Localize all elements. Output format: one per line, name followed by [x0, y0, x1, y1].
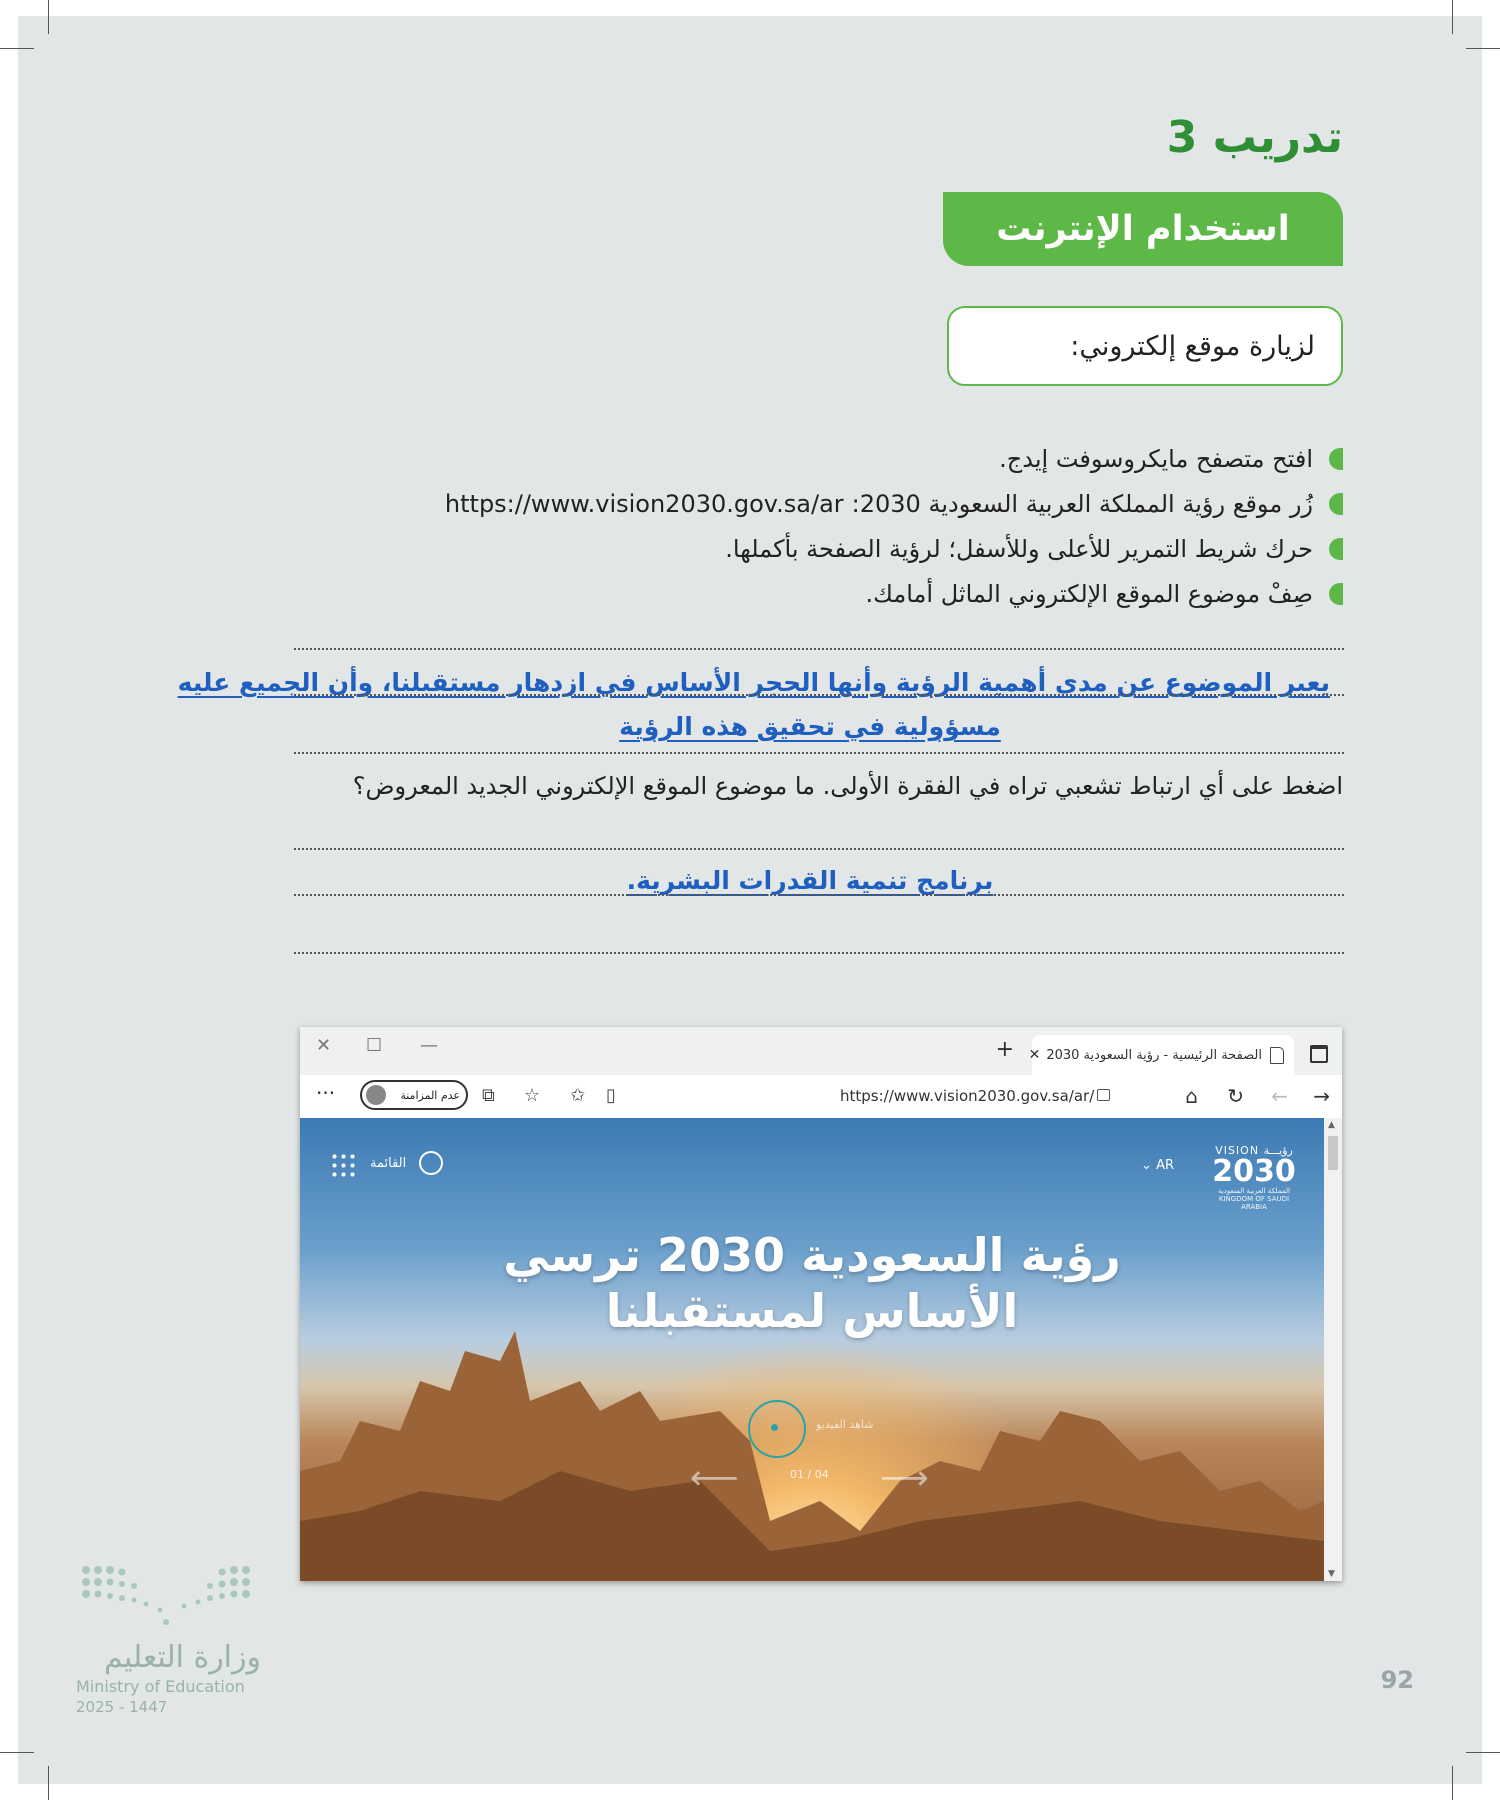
- crop-mark: [48, 1766, 49, 1800]
- minimize-window-icon[interactable]: —: [420, 1035, 438, 1056]
- browser-window: [300, 1027, 1342, 1581]
- tab-vision2030[interactable]: [1028, 1035, 1294, 1075]
- play-icon: [771, 1424, 778, 1431]
- forward-icon[interactable]: →: [1313, 1084, 1330, 1108]
- more-icon[interactable]: ···: [316, 1081, 336, 1105]
- question-2: اضغط على أي ارتباط تشعبي تراه في الفقرة الأولى. ما موضوع الموقع الإلكتروني الجديد المعروض؟: [352, 772, 1343, 800]
- prev-slide-icon[interactable]: ⟵: [690, 1458, 739, 1498]
- lock-icon[interactable]: [1097, 1089, 1110, 1101]
- ministry-logo: [76, 1560, 266, 1716]
- section-banner: استخدام الإنترنت: [943, 192, 1343, 266]
- step-text: حرك شريط التمرير للأعلى وللأسفل؛ لرؤية الصفحة بأكملها.: [725, 534, 1313, 563]
- address-bar: [300, 1075, 1342, 1119]
- answer-line: [294, 952, 1344, 954]
- scroll-up-icon[interactable]: ▲: [1328, 1120, 1335, 1130]
- menu-label[interactable]: القائمة: [370, 1156, 407, 1171]
- crop-mark: [0, 48, 34, 49]
- answer-text-3: برنامج تنمية القدرات البشرية.: [626, 866, 994, 895]
- page-icon: [1270, 1047, 1284, 1064]
- scrollbar[interactable]: [1324, 1118, 1342, 1581]
- profile-button[interactable]: [360, 1080, 468, 1110]
- answer-line: [294, 752, 1344, 754]
- steps-list: [243, 436, 1343, 616]
- crop-mark: [1466, 1752, 1500, 1753]
- answer-line: [294, 648, 1344, 650]
- crop-mark: [1452, 1766, 1453, 1800]
- reader-view-icon[interactable]: ▯: [606, 1085, 616, 1106]
- step-item: [243, 481, 1343, 526]
- add-favorite-icon[interactable]: ✩: [570, 1085, 586, 1106]
- ruins-illustration: [300, 1321, 1324, 1581]
- page-number: 92: [1380, 1666, 1414, 1694]
- vision2030-logo[interactable]: [1212, 1144, 1296, 1211]
- new-tab-button[interactable]: +: [995, 1037, 1014, 1062]
- ministry-name-en: Ministry of Education: [76, 1677, 245, 1696]
- tab-close-icon[interactable]: ✕: [1028, 1047, 1041, 1063]
- answer-line: [294, 694, 1344, 696]
- website-hero: [300, 1118, 1324, 1581]
- next-slide-icon[interactable]: ⟶: [880, 1458, 929, 1498]
- step-text: افتح متصفح مايكروسوفت إيدج.: [999, 444, 1313, 473]
- url-field[interactable]: https://www.vision2030.gov.sa/ar/: [840, 1087, 1095, 1105]
- instruction-box: [947, 306, 1343, 386]
- hero-heading-line-2: الأساس لمستقبلنا: [605, 1284, 1019, 1338]
- collections-icon[interactable]: ⧉: [482, 1085, 495, 1106]
- tab-title: الصفحة الرئيسية - رؤية السعودية 2030: [1046, 1047, 1262, 1063]
- search-icon[interactable]: [419, 1151, 443, 1175]
- chevron-down-icon: ⌄: [1141, 1158, 1152, 1173]
- instruction-heading: لزيارة موقع إلكتروني:: [1070, 330, 1315, 362]
- ministry-name-ar: وزارة التعليم: [103, 1640, 261, 1675]
- bullet-icon: [1329, 448, 1343, 470]
- crop-mark: [0, 1752, 34, 1753]
- favorites-icon[interactable]: ☆: [524, 1085, 541, 1106]
- tab-bar: [300, 1027, 1342, 1075]
- avatar: [366, 1085, 386, 1105]
- home-icon[interactable]: ⌂: [1185, 1084, 1198, 1108]
- bullet-icon: [1329, 538, 1343, 560]
- crop-mark: [1466, 48, 1500, 49]
- hero-heading-line-1: رؤية السعودية 2030 ترسي: [503, 1228, 1121, 1282]
- logo-year: 2030: [1212, 1154, 1296, 1189]
- refresh-icon[interactable]: ↻: [1227, 1084, 1244, 1108]
- step-url: https://www.vision2030.gov.sa/ar: [444, 489, 844, 518]
- answer-text-2: مسؤولية في تحقيق هذه الرؤية: [619, 712, 1001, 741]
- tab-label-group: [1046, 1047, 1284, 1064]
- logo-subtitle: المملكة العربية السعودية KINGDOM OF SAUDI ARABIA: [1218, 1187, 1290, 1211]
- maximize-window-icon[interactable]: ☐: [366, 1035, 383, 1056]
- scroll-thumb[interactable]: [1328, 1136, 1338, 1170]
- answer-text-1: يعبر الموضوع عن مدى أهمية الرؤية وأنها الحجر الأساس في ازدهار مستقبلنا، وأن الجميع عليه: [177, 668, 1330, 697]
- back-icon[interactable]: ←: [1271, 1084, 1288, 1108]
- exercise-title: تدريب 3: [1166, 112, 1343, 163]
- step-item: [243, 436, 1343, 481]
- crop-mark: [1452, 0, 1453, 34]
- scroll-down-icon[interactable]: ▼: [1328, 1569, 1335, 1579]
- crop-mark: [48, 0, 49, 34]
- bullet-icon: [1329, 583, 1343, 605]
- bullet-icon: [1329, 493, 1343, 515]
- ministry-year: 2025 - 1447: [76, 1698, 168, 1716]
- step-item: [243, 571, 1343, 616]
- play-label: شاهد الفيديو: [816, 1418, 874, 1431]
- close-window-icon[interactable]: ✕: [316, 1035, 332, 1056]
- answer-line: [294, 848, 1344, 850]
- profile-label: عدم المزامنة: [400, 1088, 460, 1102]
- step-text: زُر موقع رؤية المملكة العربية السعودية 2030:: [851, 489, 1313, 518]
- ministry-dots-icon: [76, 1560, 256, 1630]
- language-selector[interactable]: [1141, 1158, 1174, 1173]
- tab-actions-icon[interactable]: [1310, 1045, 1328, 1063]
- step-item: [243, 526, 1343, 571]
- answer-line: [294, 894, 1344, 896]
- menu-grid-icon[interactable]: [330, 1152, 356, 1178]
- logo-vision-text: VISION رؤيـــة: [1215, 1144, 1293, 1157]
- language-label: AR: [1156, 1158, 1174, 1173]
- step-text: صِفْ موضوع الموقع الإلكتروني الماثل أمامك.: [865, 579, 1313, 608]
- slide-counter: 01 / 04: [790, 1468, 829, 1481]
